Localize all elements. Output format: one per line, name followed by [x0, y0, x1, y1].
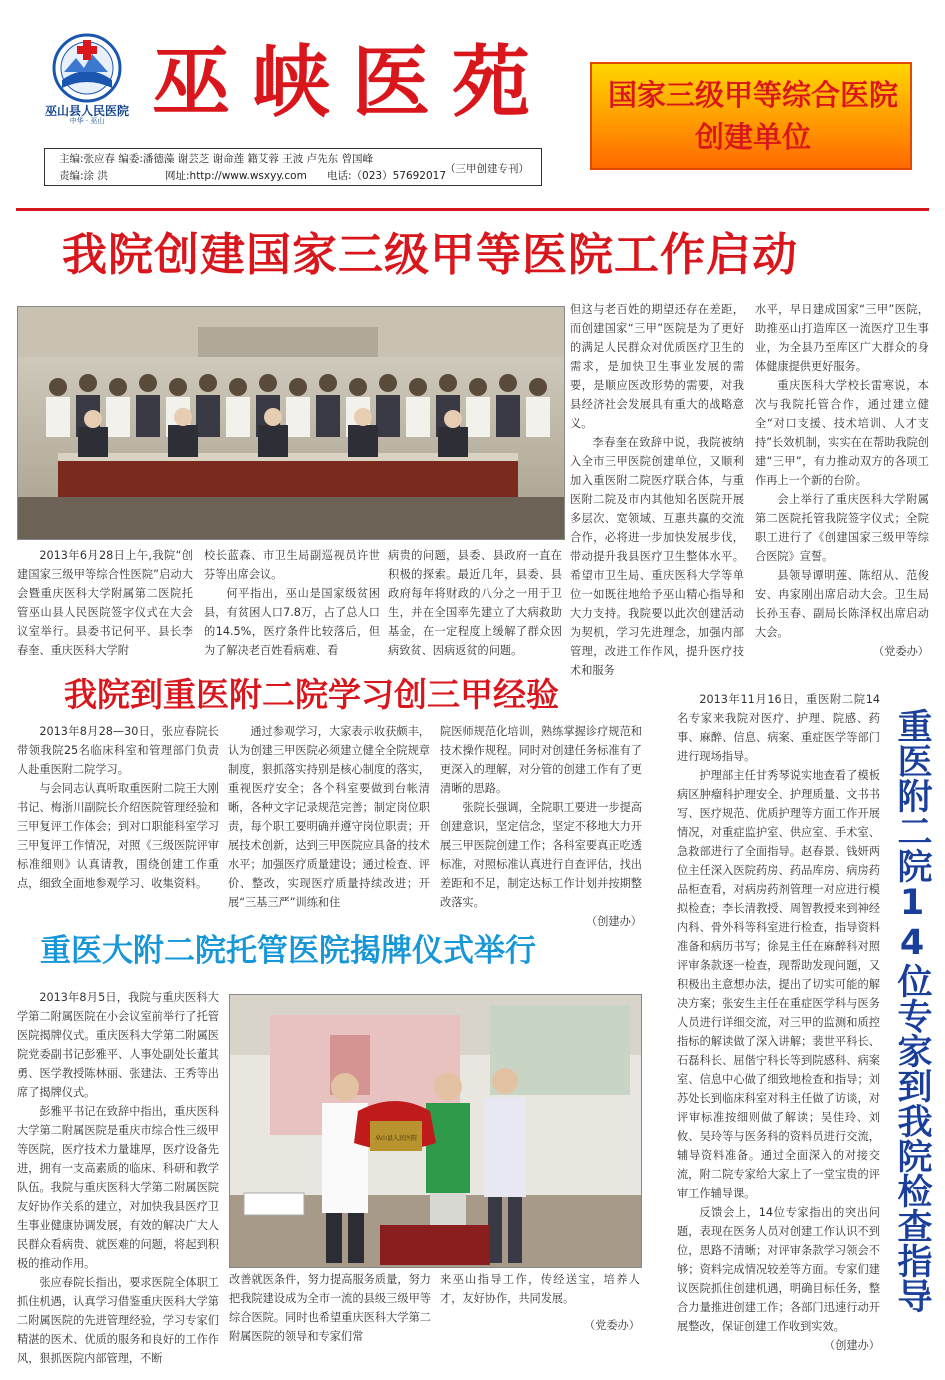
- article-launch-text-2b: 何平指出，巫山是国家级贫困县，有贫困人口7.8万，占了总人口的14.5%，医疗条件比较落后，但为了解决老百姓看病难、看: [204, 587, 380, 657]
- masthead-info-box: [44, 148, 542, 186]
- article-launch-col-1: [17, 546, 193, 660]
- article-study-text-3b: 张院长强调，全院职工要进一步提高创建意识，坚定信念，坚定不移地大力开展三甲医院创建工作；各科室要真正吃透标准，对照标准认真进行自查评估，找出差距和不足，制定达标工作计划并按期整改落实。: [440, 801, 642, 909]
- article-launch-text-5a: 水平，早日建成国家“三甲”医院，助推巫山打造库区一流医疗卫生事业，为全县乃至库区广大群众的身体健康提供更好服务。: [755, 303, 929, 373]
- article-launch-headline: 我院创建国家三级甲等医院工作启动: [62, 228, 799, 281]
- article-study-headline: 我院到重医附二院学习创三甲经验: [64, 675, 559, 714]
- banner-box: [590, 62, 912, 170]
- article-study-text-1b: 与会同志认真听取重医附二院王大刚书记、梅浙川副院长介绍医院管理经验和三甲复评工作体会；到对口职能科室学习三甲复评工作情况，对照《三级医院评审标准细则》认真请教，围绕创建工作重点，细致全面地参观学习、收集资料。: [17, 782, 219, 890]
- logo-subtitle: 中华 · 巫山: [69, 117, 105, 125]
- article-ceremony-text-3: 来巫山指导工作，传经送宝，培养人才，友好协作，共同发展。: [440, 1273, 640, 1305]
- logo-emblem-icon: [50, 32, 124, 110]
- meeting-photo-icon: [18, 307, 564, 539]
- article-experts-headline: 重医附二院14位专家到我院检查指导: [892, 708, 932, 1313]
- newspaper-title: 巫峡医苑: [152, 37, 553, 128]
- responsible-editor: 责编:涂 洪: [59, 170, 108, 182]
- article-experts-text-2: 护理部主任甘秀琴说实地查看了模板病区肿瘤科护理安全、护理质量、文书书写、医疗规范、优质护理等方面工作开展情况，对重症监护室、供应室、手术室、急救部进行了全面指导。赵春景、钱妍两位主任深入医院药房、药品库房、病房药品柜查看，对病房药剂管理一对应进行模拟检查；李长清教授、周智教授来到神经内科、骨外科等科室进行检查，指导资料准备和病历书写；徐晃主任在麻醉科对照评审条款逐一检查，现帮助发现问题，又积极出主意想办法，提出了切实可能的解决方案；张安生主任在重症医学科与医务人员进行详细交流，对三甲的监测和质控指标的解读做了深入讲解；裴世平科长、石磊科长、屈偕宁科长等到院感科、病案室、信息中心做了细致地检查和指导；刘苏处长到临床科室对科主任做了访谈，对评审标准按细则做了解读；吴佳玲、刘攸、吴玲等与医务科的资料员进行交流，辅导资料准备。通过全面深入的对接交流，附二院专家给大家上了一堂宝贵的评审工作辅导课。: [677, 769, 880, 1200]
- hospital-logo: [44, 32, 129, 125]
- article-study-col-1: [17, 722, 219, 893]
- article-launch-text-5c: 会上举行了重庆医科大学附属第二医院托管我院签字仪式；全院职工进行了《创建国家三级甲等综合医院》宣誓。: [755, 493, 929, 563]
- article-launch-text-5b: 重庆医科大学校长雷寒说，本次与我院托管合作，通过建立健全“对口支援、技术培训、人才支持”长效机制，实实在在帮助我院创建“三甲”，有力推动双方的各项工作再上一个新的台阶。: [755, 379, 929, 487]
- website: 网址:http://www.wsxyy.com: [165, 170, 307, 182]
- article-experts-signature: （创建办）: [824, 1339, 880, 1352]
- article-launch-col-3: [388, 546, 562, 660]
- article-ceremony-text-1b: 彭雅平书记在致辞中指出，重庆医科大学第二附属医院是重庆市综合性三级甲等医院，医疗技术力量雄厚，医疗设备先进，拥有一支高素质的临床、科研和教学队伍。我院与重庆医科大学第二附属医院友好协作关系的建立，对加快我县医疗卫生事业健康协调发展，有效的解决广大人民群众看病贵、就医难的问题，将起到积极的推动作用。: [17, 1105, 219, 1270]
- article-ceremony-col-3: [440, 1270, 640, 1335]
- article-ceremony-col-2: [229, 1270, 431, 1346]
- article-launch-photo: [17, 306, 565, 540]
- article-experts-text-3: 反馈会上，14位专家指出的突出问题，表现在医务人员对创建工作认识不到位，思路不清晰；对评审条款学习领会不够；资料完成情况较差等方面。专家们建议医院抓住创建机遇，明确目标任务，整合力量推进创建工作；各部门迅速行动开展整改，保证创建工作收到实效。: [677, 1206, 880, 1333]
- article-ceremony-text-1a: 2013年8月5日，我院与重庆医科大学第二附属医院在小会议室前举行了托管医院揭牌仪式。重庆医科大学第二附属医院党委副书记彭雅平、人事处副处长董其勇、医学教授陈林丽、张建法、王秀等出席了揭牌仪式。: [17, 991, 219, 1099]
- article-launch-text-5d: 县领导谭明莲、陈绍从、范俊安、冉家刚出席启动大会。卫生局长孙玉春、副局长陈泽权出席启动大会。: [755, 569, 929, 639]
- ceremony-placard-text: 巫山县人民医院: [374, 1135, 418, 1142]
- article-study-text-3a: 院医师规范化培训，熟练掌握诊疗规范和技术操作规程。同时对创建任务标准有了更深入的理解，对分管的创建工作有了更清晰的思路。: [440, 725, 642, 795]
- article-launch-col-4: [570, 300, 744, 680]
- article-launch-text-3: 病贵的问题，县委、县政府一直在积极的探索。最近几年，县委、县政府每年将财政的八分之一用于卫生，并在全国率先建立了大病救助基金，在一定程度上缓解了群众因病致贫、因病返贫的问题。: [388, 549, 562, 657]
- article-launch-text-2a: 校长蓝森、市卫生局副巡视员许世芬等出席会议。: [204, 549, 380, 581]
- ceremony-photo-icon: [230, 995, 641, 1267]
- logo-hospital-name: 巫山县人民医院: [44, 104, 129, 118]
- banner-text: 国家三级甲等综合医院创建单位: [607, 78, 898, 154]
- article-study-signature: （创建办）: [586, 915, 642, 928]
- masthead-rule: [16, 208, 929, 211]
- article-study-text-1a: 2013年8月28—30日，张应春院长带领我院25名临床科室和管理部门负责人赴重医附二院学习。: [17, 725, 219, 776]
- article-launch-text-1: 2013年6月28日上午,我院“创建国家三级甲等综合性医院”启动大会暨重庆医科大学附属第二医院托管巫山县人民医院签字仪式在大会议室举行。县委书记何平、县长李春奎、重庆医科大学附: [17, 549, 193, 657]
- article-launch-signature: （党委办）: [873, 645, 929, 658]
- article-launch-col-5: [755, 300, 929, 661]
- article-study-text-2: 通过参观学习，大家表示收获颇丰，认为创建三甲医院必须建立健全全院规章制度，狠抓落实持别是核心制度的落实，重视医疗安全；各个科室要做到台帐清晰，各种文字记录规范完善；制定岗位职责，每个职工要明确并遵守岗位职责；开展技术创新，达到三甲医院应具备的技术水平；加强医疗质量建设；通过检查、评价、整改，实现医疗质量持续改进；开展“三基三严”训练和住: [228, 725, 430, 909]
- article-study-col-3: [440, 722, 642, 931]
- article-ceremony-photo: [229, 994, 642, 1268]
- article-ceremony-signature: （党委办）: [584, 1319, 640, 1332]
- article-launch-text-4a: 但这与老百姓的期望还存在差距，而创建国家“三甲”医院是为了更好的满足人民群众对优质医疗卫生的需求，是加快卫生事业发展的需要，是顺应医改形势的需要，对我县经济社会发展具有重大的战略意义。: [570, 303, 744, 430]
- article-launch-text-4b: 李春奎在致辞中说，我院被纳入全市三甲医院创建单位，又顺利加入重医附二院医疗联合体，与重医附二院及市内其他知名医院开展多层次、宽领域、互惠共赢的交流合作，必将进一步加快发展步伐，带动提升我县医疗卫生整体水平。希望市卫生局、重庆医科大学等单位一如既往地给予巫山精心指导和大力支持。我院要以此次创建活动为契机，学习先进理念，加强内部管理，改进工作作风，提升医疗技术和服务: [570, 436, 744, 677]
- article-ceremony-headline: 重医大附二院托管医院揭牌仪式举行: [40, 933, 536, 969]
- article-experts-text-1: 2013年11月16日，重医附二院14名专家来我院对医疗、护理、院感、药事、麻醉、信息、病案、重症医学等部门进行现场指导。: [677, 693, 880, 763]
- article-ceremony-col-1: [17, 988, 219, 1368]
- article-launch-col-2: [204, 546, 380, 660]
- article-experts-col: [677, 690, 880, 1355]
- article-ceremony-text-1c: 张应春院长指出，要求医院全体职工抓住机遇，认真学习借鉴重庆医科大学第二附属医院的先进管理经验，学习专家们精湛的医术、优质的服务和良好的工作作风，狠抓医院内部管理，不断: [17, 1276, 219, 1365]
- editorial-board: 主编:张应春 编委:潘德藻 谢芸芝 谢命莲 籍艾蓉 王波 卢先东 曾国峰: [59, 153, 373, 165]
- article-study-col-2: [228, 722, 430, 912]
- special-issue-label: （三甲创建专刊）: [445, 163, 529, 175]
- article-ceremony-text-2: 改善就医条件，努力提高服务质量，努力把我院建设成为全市一流的县级三级甲等综合医院。同时也希望重庆医科大学第二附属医院的领导和专家们常: [229, 1273, 431, 1343]
- telephone: 电话:（023）57692017: [327, 170, 447, 182]
